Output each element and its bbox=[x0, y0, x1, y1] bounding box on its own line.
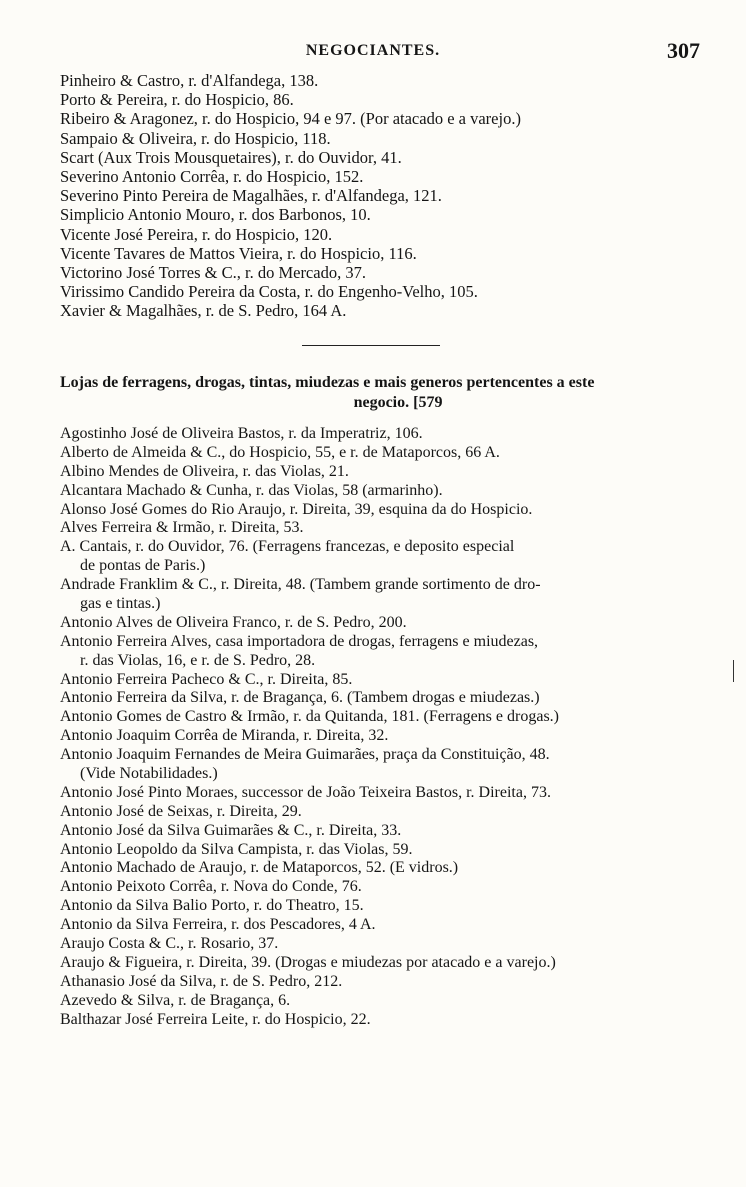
list-item: Antonio da Silva Balio Porto, r. do Theatro, 15. bbox=[60, 897, 364, 915]
list-item: Antonio Ferreira Alves, casa importadora de drogas, ferragens e miudezas, bbox=[60, 632, 539, 650]
list-item: Antonio Alves de Oliveira Franco, r. de S. Pedro, 200. bbox=[60, 613, 407, 631]
list-item: Alves Ferreira & Irmão, r. Direita, 53. bbox=[60, 519, 304, 537]
margin-mark bbox=[733, 660, 734, 682]
list-item: Araujo & Figueira, r. Direita, 39. (Drogas e miudezas por atacado e a varejo.) bbox=[60, 953, 556, 971]
page-number: 307 bbox=[667, 38, 700, 63]
list-item-continuation: (Vide Notabilidades.) bbox=[80, 765, 218, 783]
list-item: Severino Pinto Pereira de Magalhães, r. d'Alfandega, 121. bbox=[60, 186, 442, 206]
section-heading-line1: Lojas de ferragens, drogas, tintas, miudezas e mais generos pertencentes a este bbox=[60, 374, 595, 391]
list-item: Azevedo & Silva, r. de Bragança, 6. bbox=[60, 991, 291, 1009]
list-item: Victorino José Torres & C., r. do Mercado, 37. bbox=[60, 262, 366, 282]
list-item: Antonio José da Silva Guimarães & C., r. Direita, 33. bbox=[60, 821, 402, 839]
list-item: Porto & Pereira, r. do Hospicio, 86. bbox=[60, 90, 294, 110]
hardware-store-list bbox=[60, 425, 700, 1030]
section-divider bbox=[302, 345, 440, 346]
list-item-continuation: de pontas de Paris.) bbox=[80, 557, 206, 575]
running-title: NEGOCIANTES. bbox=[305, 42, 441, 59]
list-item: Antonio Joaquim Fernandes de Meira Guimarães, praça da Constituição, 48. bbox=[60, 746, 550, 764]
list-item: Andrade Franklim & C., r. Direita, 48. (Tambem grande sortimento de dro- bbox=[60, 576, 541, 594]
list-item: Alberto de Almeida & C., do Hospicio, 55, e r. de Mataporcos, 66 A. bbox=[60, 443, 500, 461]
list-item: Vicente Tavares de Mattos Vieira, r. do Hospicio, 116. bbox=[60, 243, 417, 263]
list-item: Antonio Machado de Araujo, r. de Mataporcos, 52. (E vidros.) bbox=[60, 859, 459, 877]
list-item: Antonio Ferreira da Silva, r. de Bragança, 6. (Tambem drogas e miudezas.) bbox=[60, 689, 540, 707]
page-header bbox=[0, 38, 746, 68]
list-item: Sampaio & Oliveira, r. do Hospicio, 118. bbox=[60, 128, 331, 148]
list-item: Athanasio José da Silva, r. de S. Pedro, 212. bbox=[60, 972, 343, 990]
list-item: Alcantara Machado & Cunha, r. das Violas, 58 (armarinho). bbox=[60, 481, 443, 499]
list-item: Virissimo Candido Pereira da Costa, r. do Engenho-Velho, 105. bbox=[60, 282, 478, 302]
list-item: Xavier & Magalhães, r. de S. Pedro, 164 A. bbox=[60, 301, 347, 321]
list-item: Antonio Peixoto Corrêa, r. Nova do Conde, 76. bbox=[60, 878, 362, 896]
list-item-continuation: gas e tintas.) bbox=[80, 595, 161, 613]
list-item: Antonio José Pinto Moraes, successor de João Teixeira Bastos, r. Direita, 73. bbox=[60, 783, 551, 801]
list-item: Pinheiro & Castro, r. d'Alfandega, 138. bbox=[60, 71, 319, 90]
list-item: Antonio Joaquim Corrêa de Miranda, r. Direita, 32. bbox=[60, 727, 389, 745]
list-item: Simplicio Antonio Mouro, r. dos Barbonos, 10. bbox=[60, 205, 371, 225]
list-item: Antonio Gomes de Castro & Irmão, r. da Quitanda, 181. (Ferragens e drogas.) bbox=[60, 708, 559, 726]
list-item: Agostinho José de Oliveira Bastos, r. da Imperatriz, 106. bbox=[60, 425, 423, 442]
list-item: Balthazar José Ferreira Leite, r. do Hospicio, 22. bbox=[60, 1010, 371, 1028]
list-item: Scart (Aux Trois Mousquetaires), r. do Ouvidor, 41. bbox=[60, 147, 402, 167]
section-heading-line2: negocio. [579 bbox=[353, 394, 443, 411]
list-item: Ribeiro & Aragonez, r. do Hospicio, 94 e 97. (Por atacado e a varejo.) bbox=[60, 109, 521, 129]
list-item: Araujo Costa & C., r. Rosario, 37. bbox=[60, 935, 279, 953]
section-heading bbox=[60, 373, 696, 413]
list-item: Antonio José de Seixas, r. Direita, 29. bbox=[60, 802, 302, 820]
list-item-continuation: r. das Violas, 16, e r. de S. Pedro, 28. bbox=[80, 651, 316, 669]
list-item: A. Cantais, r. do Ouvidor, 76. (Ferragens francezas, e deposito especial bbox=[60, 538, 515, 556]
list-item: Antonio Leopoldo da Silva Campista, r. das Violas, 59. bbox=[60, 840, 413, 858]
list-item: Severino Antonio Corrêa, r. do Hospicio, 152. bbox=[60, 166, 364, 186]
list-item: Antonio da Silva Ferreira, r. dos Pescadores, 4 A. bbox=[60, 916, 376, 934]
list-item: Albino Mendes de Oliveira, r. das Violas, 21. bbox=[60, 462, 349, 480]
list-item: Alonso José Gomes do Rio Araujo, r. Direita, 39, esquina da do Hospicio. bbox=[60, 500, 533, 518]
merchant-list-continued bbox=[60, 71, 706, 320]
list-item: Antonio Ferreira Pacheco & C., r. Direita, 85. bbox=[60, 670, 353, 688]
list-item: Vicente José Pereira, r. do Hospicio, 120. bbox=[60, 224, 333, 244]
